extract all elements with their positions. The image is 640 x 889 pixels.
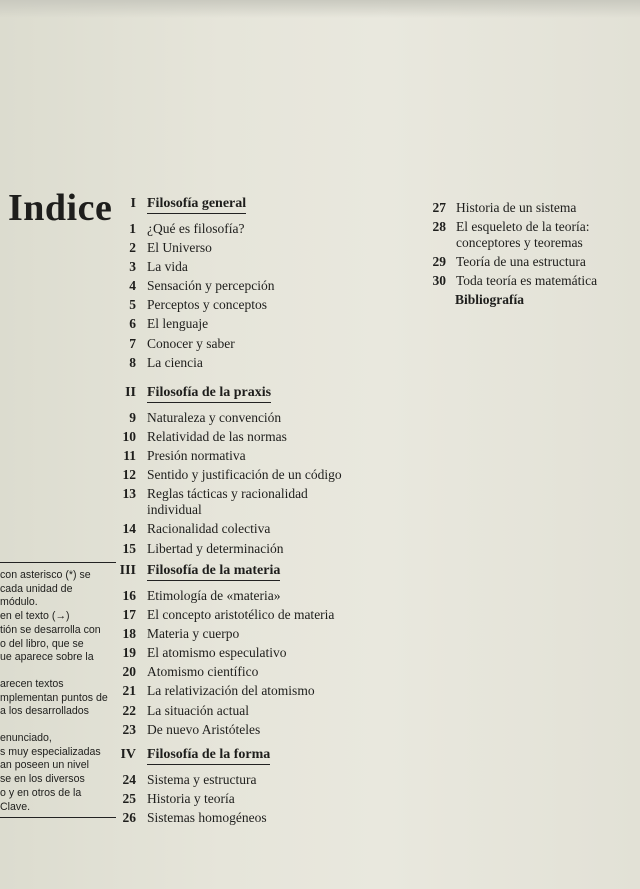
toc-entry[interactable] bbox=[112, 221, 274, 237]
toc-entry-list bbox=[112, 410, 342, 557]
chapter-number: 24 bbox=[122, 772, 136, 787]
chapter-title: El esqueleto de la teoría: conceptores y teoremas bbox=[456, 219, 590, 250]
section-title: Filosofía de la forma bbox=[147, 747, 270, 765]
section-title: Filosofía de la materia bbox=[147, 563, 280, 581]
toc-entry[interactable] bbox=[426, 200, 597, 216]
side-note-line: ue aparece sobre la bbox=[0, 651, 94, 664]
chapter-number: 14 bbox=[122, 521, 136, 537]
toc-entry[interactable] bbox=[112, 448, 342, 464]
side-note-line: o y en otros de la bbox=[0, 786, 82, 799]
chapter-title: Conocer y saber bbox=[147, 335, 235, 351]
chapter-number: 23 bbox=[122, 721, 136, 737]
chapter-number: 19 bbox=[122, 645, 136, 661]
chapter-number: 26 bbox=[122, 810, 136, 826]
side-note-line: a los desarrollados bbox=[0, 705, 89, 718]
chapter-title: Naturaleza y convención bbox=[147, 410, 282, 425]
chapter-number: 6 bbox=[129, 316, 136, 332]
chapter-title: Sentido y justificación de un código bbox=[147, 467, 342, 483]
chapter-title: Historia y teoría bbox=[147, 791, 235, 807]
chapter-title: Relatividad de las normas bbox=[147, 429, 287, 445]
chapter-number: 20 bbox=[122, 664, 136, 680]
side-note-text bbox=[0, 563, 116, 814]
chapter-number: 7 bbox=[129, 335, 136, 351]
chapter-title: De nuevo Aristóteles bbox=[147, 721, 261, 737]
toc-entry[interactable] bbox=[112, 297, 274, 313]
toc-section-heading[interactable] bbox=[112, 196, 274, 216]
side-note-gap bbox=[0, 719, 116, 732]
toc-entry[interactable] bbox=[112, 240, 274, 256]
toc-entry[interactable] bbox=[112, 645, 334, 661]
toc-entry[interactable] bbox=[112, 664, 334, 680]
toc-entry[interactable] bbox=[112, 467, 342, 483]
toc-entry[interactable] bbox=[112, 541, 342, 557]
section-roman-numeral: IV bbox=[120, 747, 136, 762]
toc-entry[interactable] bbox=[112, 791, 270, 807]
side-note-line: módulo. bbox=[0, 596, 38, 609]
chapter-number: 9 bbox=[129, 410, 136, 425]
toc-section bbox=[112, 385, 342, 560]
toc-entry-list bbox=[112, 588, 334, 738]
side-note-line: mplementan puntos de bbox=[0, 691, 108, 704]
chapter-number: 21 bbox=[122, 683, 136, 699]
chapter-number: 30 bbox=[432, 273, 446, 288]
chapter-title: Historia de un sistema bbox=[456, 200, 577, 215]
toc-section-heading[interactable] bbox=[112, 563, 334, 583]
side-note-line: cada unidad de bbox=[0, 582, 73, 595]
chapter-number: 18 bbox=[122, 626, 136, 642]
side-note-line: tión se desarrolla con bbox=[0, 623, 101, 636]
chapter-title: Toda teoría es matemática bbox=[456, 273, 598, 288]
chapter-number: 29 bbox=[432, 254, 446, 269]
side-note-bottom-rule bbox=[0, 817, 116, 818]
toc-entry[interactable] bbox=[112, 683, 334, 699]
toc-entry[interactable] bbox=[112, 429, 342, 445]
chapter-number: 2 bbox=[129, 240, 136, 256]
toc-entry[interactable] bbox=[112, 486, 342, 518]
chapter-number: 4 bbox=[129, 278, 136, 294]
side-note-line: se en los diversos bbox=[0, 773, 85, 786]
chapter-number: 3 bbox=[129, 259, 136, 275]
toc-entry[interactable] bbox=[112, 722, 334, 738]
toc-entry[interactable] bbox=[112, 336, 274, 352]
chapter-number: 13 bbox=[122, 486, 136, 502]
chapter-title: Perceptos y conceptos bbox=[147, 297, 267, 313]
toc-entry[interactable] bbox=[112, 259, 274, 275]
chapter-number: 11 bbox=[123, 448, 136, 464]
toc-right-column bbox=[426, 200, 597, 308]
chapter-title: Libertad y determinación bbox=[147, 540, 284, 556]
toc-entry[interactable] bbox=[112, 703, 334, 719]
chapter-number: 17 bbox=[122, 607, 136, 623]
side-note-line: arecen textos bbox=[0, 677, 64, 690]
chapter-title: Reglas tácticas y racionalidad individual bbox=[147, 486, 308, 518]
toc-entry[interactable] bbox=[426, 273, 597, 289]
chapter-title: El concepto aristotélico de materia bbox=[147, 607, 335, 623]
chapter-number: 8 bbox=[129, 354, 136, 370]
section-roman-numeral: III bbox=[119, 563, 136, 578]
chapter-title: Teoría de una estructura bbox=[456, 254, 586, 269]
toc-entry-list bbox=[112, 772, 270, 826]
chapter-title: La situación actual bbox=[147, 702, 249, 718]
page-title: Indice bbox=[8, 187, 113, 229]
section-roman-numeral: I bbox=[130, 196, 136, 211]
chapter-number: 15 bbox=[122, 540, 136, 556]
chapter-title: Sistema y estructura bbox=[147, 772, 257, 787]
side-note-line: s muy especializadas bbox=[0, 745, 101, 758]
toc-entry[interactable] bbox=[112, 355, 274, 371]
chapter-title: El lenguaje bbox=[147, 316, 209, 332]
section-title: Filosofía de la praxis bbox=[147, 385, 271, 403]
toc-section bbox=[112, 747, 270, 829]
chapter-number: 28 bbox=[432, 219, 446, 234]
toc-section-heading[interactable] bbox=[112, 385, 342, 405]
toc-entry[interactable] bbox=[112, 626, 334, 642]
chapter-number: 12 bbox=[122, 467, 136, 483]
page-top-shadow bbox=[0, 0, 640, 18]
chapter-title: El atomismo especulativo bbox=[147, 645, 287, 661]
chapter-number: 5 bbox=[129, 297, 136, 313]
chapter-number: 1 bbox=[129, 221, 136, 236]
chapter-title: La relativización del atomismo bbox=[147, 683, 315, 699]
side-note-line: Clave. bbox=[0, 800, 31, 813]
toc-section-heading[interactable] bbox=[112, 747, 270, 767]
chapter-title: Racionalidad colectiva bbox=[147, 521, 271, 537]
side-note bbox=[0, 562, 116, 818]
side-note-line: en el texto (→) bbox=[0, 610, 70, 623]
chapter-title: Materia y cuerpo bbox=[147, 626, 240, 642]
side-note-line: o del libro, que se bbox=[0, 637, 84, 650]
toc-entry[interactable] bbox=[426, 254, 597, 270]
toc-entry[interactable] bbox=[112, 278, 274, 294]
toc-section bbox=[112, 563, 334, 741]
toc-bibliography[interactable]: Bibliografía bbox=[455, 292, 525, 307]
toc-entry[interactable] bbox=[112, 607, 334, 623]
side-note-line: enunciado, bbox=[0, 732, 52, 745]
side-note-line: con asterisco (*) se bbox=[0, 569, 91, 581]
toc-entry[interactable] bbox=[426, 219, 597, 251]
chapter-number: 27 bbox=[432, 200, 446, 215]
chapter-title: ¿Qué es filosofía? bbox=[147, 221, 245, 236]
chapter-title: El Universo bbox=[147, 240, 212, 256]
chapter-number: 10 bbox=[122, 429, 136, 445]
chapter-title: Sensación y percepción bbox=[147, 278, 275, 294]
chapter-title: Etimología de «materia» bbox=[147, 588, 281, 603]
toc-entry[interactable] bbox=[112, 521, 342, 537]
chapter-number: 22 bbox=[122, 702, 136, 718]
side-note-line: an poseen un nivel bbox=[0, 759, 89, 772]
toc-entry[interactable] bbox=[112, 810, 270, 826]
toc-entry[interactable] bbox=[112, 410, 342, 426]
chapter-number: 25 bbox=[122, 791, 136, 807]
side-note-gap bbox=[0, 665, 116, 678]
chapter-title: Atomismo científico bbox=[147, 664, 259, 680]
toc-entry[interactable] bbox=[112, 588, 334, 604]
section-title: Filosofía general bbox=[147, 196, 246, 214]
toc-entry-list bbox=[112, 221, 274, 371]
chapter-title: Presión normativa bbox=[147, 448, 246, 464]
chapter-title: La vida bbox=[147, 259, 188, 275]
toc-entry[interactable] bbox=[112, 772, 270, 788]
toc-entry[interactable] bbox=[112, 316, 274, 332]
section-roman-numeral: II bbox=[125, 385, 136, 400]
chapter-title: La ciencia bbox=[147, 354, 203, 370]
toc-section bbox=[112, 196, 274, 374]
chapter-number: 16 bbox=[122, 588, 136, 603]
chapter-title: Sistemas homogéneos bbox=[147, 810, 267, 826]
